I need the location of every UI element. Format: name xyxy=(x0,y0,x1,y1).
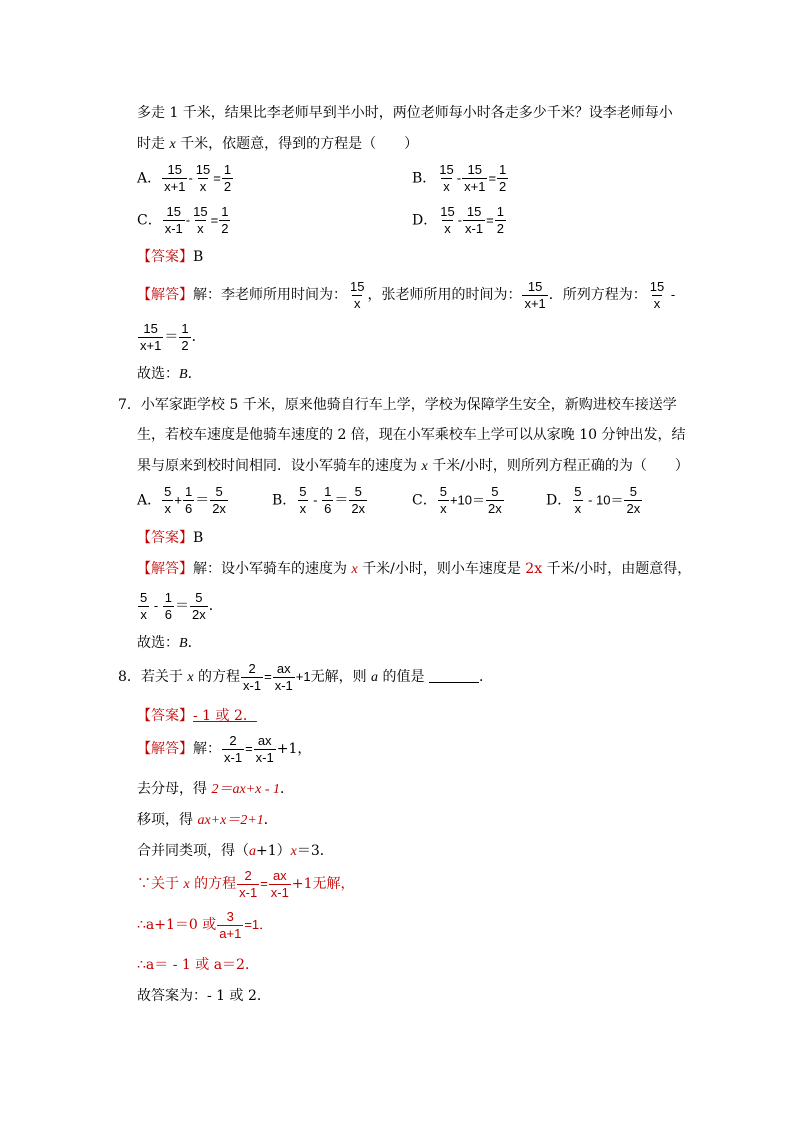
q7-solution-line1: 【解答】解：设小军骑车的速度为 x 千米/小时，则小车速度是 2x 千米/小时，由题意得， xyxy=(137,561,692,577)
q8-final-answer: 故答案为：- 1 或 2． xyxy=(137,988,271,1004)
q6-stem-line2: 时走 x 千米，依题意，得到的方程是（ ） xyxy=(137,136,419,152)
q7-option-b: B． $\frac{5}{x}$ - $\frac{1}{6}$ ＝ $\frac{5}{2x}$ xyxy=(272,484,366,516)
q8-step-denominator: 去分母，得 2＝ax+x - 1． xyxy=(137,781,294,797)
q6-choose: 故选：B． xyxy=(137,366,202,382)
q6-solution-line2: $\frac{15}{x+1}$ ＝ $\frac{1}{2}$ ． xyxy=(140,320,206,353)
answer-blank xyxy=(429,668,479,683)
q7-stem-line3: 果与原来到校时间相同．设小军骑车的速度为 x 千米/小时，则所列方程正确的为（ ） xyxy=(137,458,689,474)
q7-option-a: A． $\frac{5}{x}$ + $\frac{1}{6}$ ＝ $\frac{5}{2x}$ xyxy=(137,484,226,516)
q6-option-c: C． $\frac{15}{x-1}$ - $\frac{15}{x}$ = $\frac{1}{2}$ xyxy=(137,204,229,236)
q8-step-therefore2: ∴a＝ - 1 或 a＝2． xyxy=(137,957,259,973)
q6-option-b: B． $\frac{15}{x}$ - $\frac{15}{x+1}$ = $\frac{1}{2}$ xyxy=(412,162,507,194)
q7-option-d: D． $\frac{5}{x}$ - 10＝ $\frac{5}{2x}$ xyxy=(546,484,641,516)
q6-answer: 【答案】B xyxy=(137,249,204,265)
q8-stem: 8．若关于 x 的方程 $\frac{2}{x-1}$ = $\frac{ax}{x-1}$ +1无解，则 a 的值是 ． xyxy=(118,660,493,693)
q7-choose: 故选：B． xyxy=(137,635,202,651)
q6-option-a: A． $\frac{15}{x+1}$ - $\frac{15}{x}$ = $\frac{1}{2}$ xyxy=(137,162,232,194)
q6-option-d: D． $\frac{15}{x}$ - $\frac{15}{x-1}$ = $\frac{1}{2}$ xyxy=(412,204,504,236)
q7-answer: 【答案】B xyxy=(137,530,204,546)
q8-step-combine: 合并同类项，得（a+1）x＝3． xyxy=(137,843,334,859)
q8-step-therefore1: ∴a+1＝0 或 $\frac{3}{a+1}$ =1． xyxy=(137,908,273,941)
q7-stem-line2: 生，若校车速度是他骑车速度的 2 倍，现在小军乘校车上学可以从家晚 10 分钟出发，结 xyxy=(137,427,686,443)
q8-step-condition: ∵关于 x 的方程 $\frac{2}{x-1}$ = $\frac{ax}{x-1}$ +1无解， xyxy=(137,867,355,900)
q8-solution-line1: 【解答】解： $\frac{2}{x-1}$ = $\frac{ax}{x-1}$ +1， xyxy=(137,732,312,765)
q7-solution-equation: $\frac{5}{x}$ - $\frac{1}{6}$ ＝ $\frac{5}{2x}$ ． xyxy=(140,589,223,622)
q6-solution-line1: 【解答】解：李老师所用时间为： $\frac{15}{x}$ ，张老师所用的时间为： $\frac{15}{x+1}$ ．所列方程为： $\frac{15}{x}$ - xyxy=(137,278,676,311)
q8-step-transpose: 移项，得 ax+x＝2+1． xyxy=(137,812,278,828)
q7-option-c: C． $\frac{5}{x}$ +10＝ $\frac{5}{2x}$ xyxy=(412,484,502,516)
q7-stem-line1: 7．小军家距学校 5 千米，原来他骑自行车上学，学校为保障学生安全，新购进校车接送学 xyxy=(118,397,677,413)
q8-answer: 【答案】- 1 或 2． xyxy=(137,708,257,724)
q6-stem-line1: 多走 1 千米，结果比李老师早到半小时，两位老师每小时各走多少千米？设李老师每小 xyxy=(137,105,673,121)
